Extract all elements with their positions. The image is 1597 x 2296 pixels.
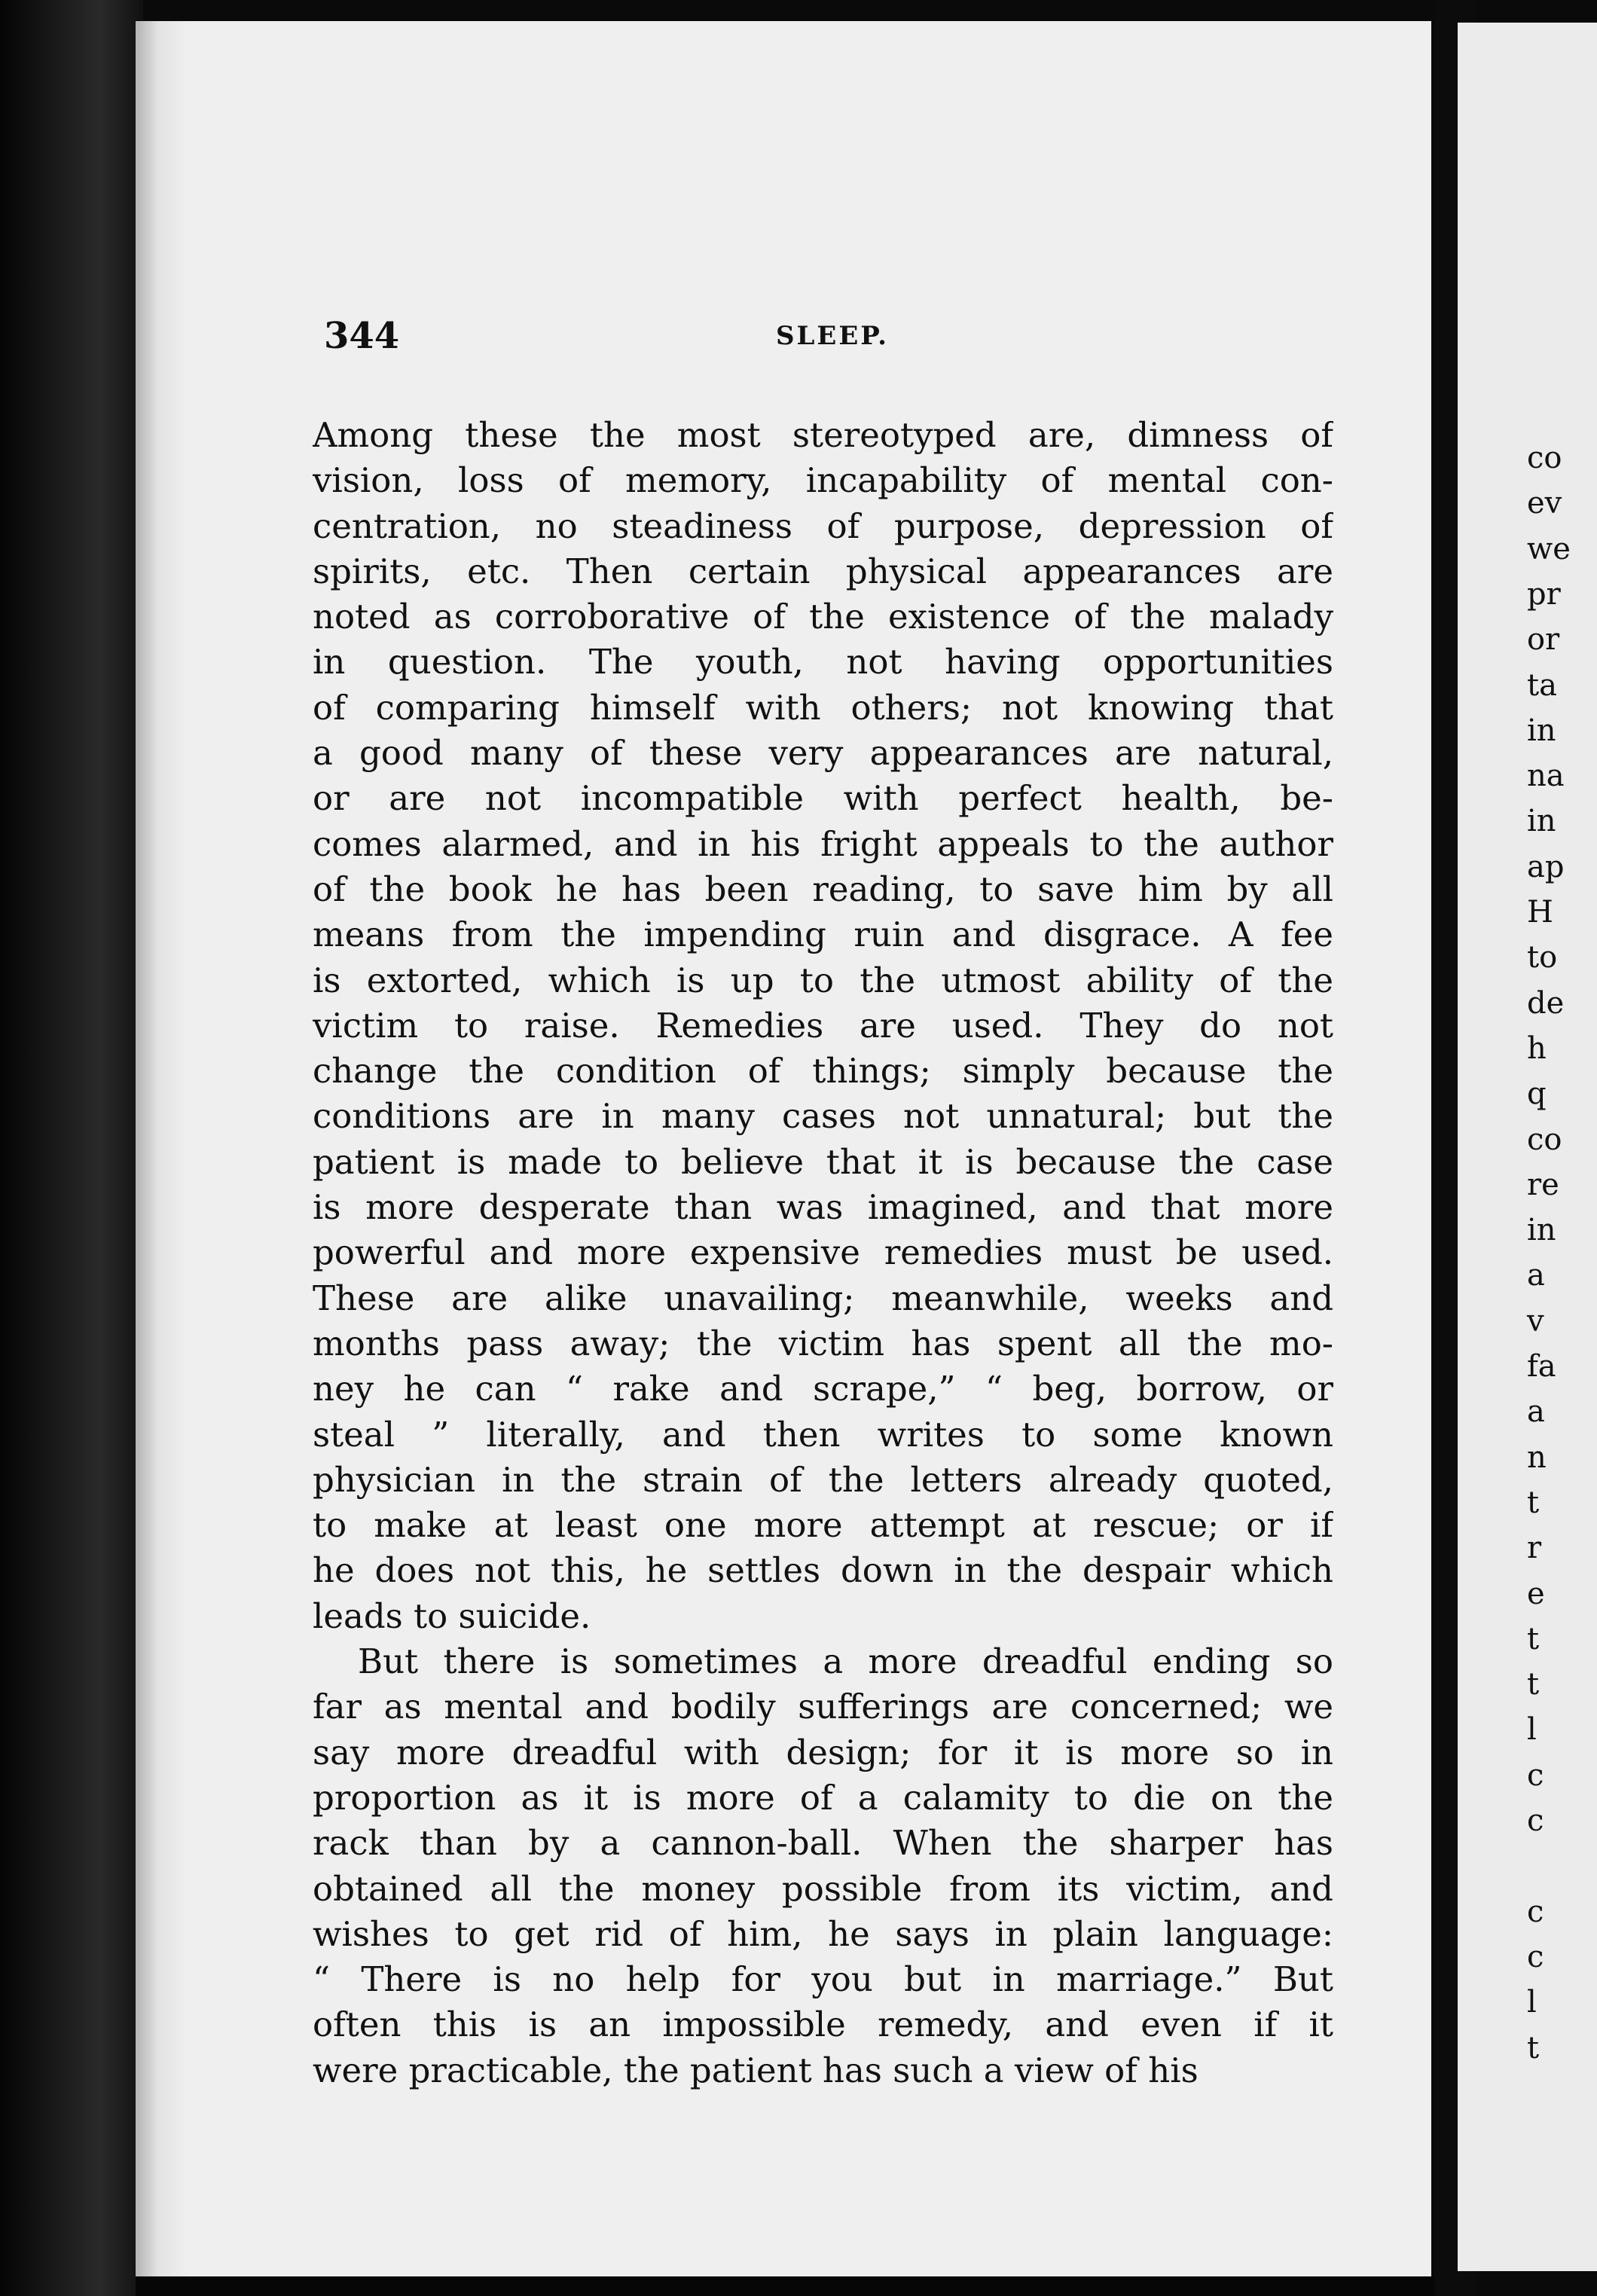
facing-page-fragment: h bbox=[1527, 1030, 1547, 1066]
facing-page-fragment: na bbox=[1527, 759, 1565, 794]
facing-page-fragment: t bbox=[1527, 1485, 1540, 1520]
facing-page-fragment: de bbox=[1527, 985, 1565, 1021]
page-number: 344 bbox=[324, 315, 400, 357]
facing-page-fragment: a bbox=[1527, 1258, 1545, 1293]
facing-page-fragment: co bbox=[1527, 441, 1562, 475]
facing-page-fragment: c bbox=[1527, 1757, 1544, 1793]
text-line: spirits, etc. Then certain physical appearances are bbox=[313, 551, 1333, 591]
text-line: Among these the most stereotyped are, dimness of bbox=[313, 415, 1333, 455]
text-line: rack than by a cannon-ball. When the sharper has bbox=[313, 1823, 1333, 1864]
facing-page-fragment: fa bbox=[1527, 1349, 1556, 1384]
text-line: months pass away; the victim has spent all the mo- bbox=[313, 1323, 1333, 1363]
text-line: change the condition of things; simply because the bbox=[313, 1051, 1333, 1092]
text-line: proportion as it is more of a calamity to die on the bbox=[313, 1777, 1333, 1818]
facing-page-fragment: c bbox=[1527, 1894, 1544, 1929]
facing-page-fragment: ev bbox=[1527, 486, 1562, 521]
body-text bbox=[313, 413, 1333, 2093]
text-line: conditions are in many cases not unnatural; but the bbox=[313, 1096, 1333, 1137]
facing-page-fragment: re bbox=[1527, 1167, 1559, 1202]
paragraph bbox=[313, 1639, 1333, 2093]
facing-page-fragment: in bbox=[1527, 804, 1556, 839]
text-line: ney he can “ rake and scrape,” “ beg, borrow, or bbox=[313, 1369, 1333, 1409]
running-head: SLEEP. bbox=[775, 321, 890, 351]
text-line: steal ” literally, and then writes to some known bbox=[313, 1414, 1333, 1455]
text-line: patient is made to believe that it is because the case bbox=[313, 1141, 1333, 1182]
facing-page-edge bbox=[1458, 23, 1597, 2271]
text-line: centration, no steadiness of purpose, depression of bbox=[313, 505, 1333, 546]
text-line: a good many of these very appearances are natural, bbox=[313, 733, 1333, 774]
text-line: comes alarmed, and in his fright appeals to the author bbox=[313, 823, 1333, 864]
facing-page-fragment: t bbox=[1527, 1621, 1540, 1656]
facing-page-fragment: t bbox=[1527, 2030, 1540, 2065]
facing-page-fragment: e bbox=[1527, 1576, 1545, 1611]
facing-page-fragment: t bbox=[1527, 1667, 1540, 1702]
text-line: far as mental and bodily sufferings are concerned; we bbox=[313, 1687, 1333, 1727]
text-line: “ There is no help for you but in marriage.” But bbox=[313, 1959, 1333, 2000]
facing-page-fragment: n bbox=[1527, 1440, 1547, 1475]
facing-page-fragment: in bbox=[1527, 1213, 1556, 1248]
text-line: leads to suicide. bbox=[313, 1595, 591, 1636]
text-line: victim to raise. Remedies are used. They do not bbox=[313, 1005, 1333, 1046]
text-line: in question. The youth, not having opportunities bbox=[313, 642, 1333, 682]
facing-page-fragment: to bbox=[1527, 940, 1558, 975]
text-line: wishes to get rid of him, he says in plain language: bbox=[313, 1913, 1333, 1954]
facing-page-fragment: or bbox=[1527, 622, 1560, 658]
text-line: or are not incompatible with perfect health, be- bbox=[313, 778, 1333, 819]
text-line: of comparing himself with others; not knowing that bbox=[313, 687, 1333, 728]
text-line: to make at least one more attempt at rescue; or if bbox=[313, 1505, 1333, 1546]
facing-page-fragment: c bbox=[1527, 1803, 1544, 1838]
text-line: is extorted, which is up to the utmost ability of the bbox=[313, 960, 1333, 1000]
paragraph bbox=[313, 413, 1333, 1639]
text-line: means from the impending ruin and disgrace. A fee bbox=[313, 914, 1333, 955]
facing-page-fragment: co bbox=[1527, 1122, 1562, 1157]
facing-page-fragment: H bbox=[1527, 895, 1553, 930]
book-spine-shadow bbox=[0, 0, 143, 2296]
facing-page-fragment: ta bbox=[1527, 667, 1557, 703]
facing-page-fragment: ap bbox=[1527, 849, 1565, 884]
facing-page-fragment: in bbox=[1527, 713, 1556, 748]
text-line: noted as corroborative of the existence of the malady bbox=[313, 597, 1333, 637]
facing-page-fragment: a bbox=[1527, 1394, 1545, 1430]
facing-page-fragment: l bbox=[1527, 1712, 1537, 1748]
text-line: he does not this, he settles down in the despair which bbox=[313, 1550, 1333, 1591]
text-line: of the book he has been reading, to save him by all bbox=[313, 869, 1333, 909]
text-line: vision, loss of memory, incapability of mental con- bbox=[313, 460, 1333, 501]
page-header bbox=[324, 315, 1341, 368]
text-line: were practicable, the patient has such a view of his bbox=[313, 2050, 1199, 2090]
facing-page-fragment: c bbox=[1527, 1939, 1544, 1974]
text-line: say more dreadful with design; for it is more so in bbox=[313, 1732, 1333, 1772]
page-bottom-edge bbox=[136, 2276, 1435, 2296]
text-line: physician in the strain of the letters already quoted, bbox=[313, 1459, 1333, 1500]
text-line: But there is sometimes a more dreadful ending so bbox=[358, 1641, 1333, 1682]
facing-page-fragment: l bbox=[1527, 1985, 1537, 2020]
text-line: powerful and more expensive remedies must be used. bbox=[313, 1232, 1333, 1273]
text-line: obtained all the money possible from its victim, and bbox=[313, 1868, 1333, 1909]
facing-page-fragment: r bbox=[1527, 1531, 1542, 1566]
facing-page-fragment: v bbox=[1527, 1303, 1544, 1339]
text-line: often this is an impossible remedy, and even if it bbox=[313, 2004, 1333, 2045]
text-line: is more desperate than was imagined, and that more bbox=[313, 1187, 1333, 1228]
facing-page-fragment: pr bbox=[1527, 576, 1561, 612]
facing-page-fragment: we bbox=[1527, 531, 1571, 566]
facing-page-fragment: q bbox=[1527, 1076, 1547, 1112]
text-line: These are alike unavailing; meanwhile, weeks and bbox=[313, 1278, 1333, 1318]
